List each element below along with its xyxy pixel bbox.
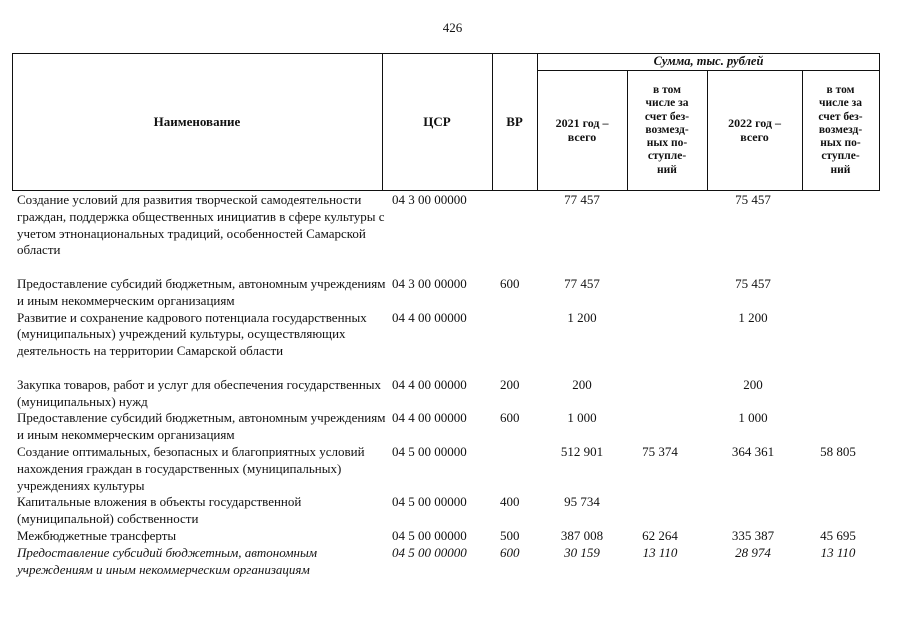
row-2021-free: 13 110 <box>642 544 678 560</box>
row-vr: 200 <box>500 376 520 392</box>
row-csr: 04 4 00 00000 <box>392 376 467 392</box>
row-name: Межбюджетные трансферты <box>17 527 177 543</box>
row-2021-total: 1 200 <box>567 309 597 325</box>
row-2021-total: 30 159 <box>564 544 600 560</box>
row-csr: 04 4 00 00000 <box>392 410 467 426</box>
row-csr: 04 3 00 00000 <box>392 276 467 291</box>
row-csr: 04 5 00 00000 <box>392 443 467 459</box>
table-row <box>0 444 905 494</box>
row-vr: 600 <box>500 276 520 291</box>
row-2022-total: 364 361 <box>731 443 775 459</box>
table-row <box>0 276 905 310</box>
row-vr: 500 <box>500 527 520 543</box>
header-name: Наименование <box>153 114 241 130</box>
row-name: Создание условий для развития творческой самодеятельности граждан, поддержка общественных инициатив в сфере культуры с учетом этнонациональных традиций, особенностей Самарской области <box>17 192 385 258</box>
row-name: Закупка товаров, работ и услуг для обеспечения государственных (муниципальных) нужд <box>17 376 382 409</box>
row-csr: 04 4 00 00000 <box>392 309 467 325</box>
header-vr: ВР <box>506 114 523 130</box>
row-2022-free: 58 805 <box>820 443 856 459</box>
header-2021-free: в том числе за счет без- возмезд- ных по- ступле- ний <box>644 83 690 176</box>
header-2022-free: в том числе за счет без- возмезд- ных по- ступле- ний <box>818 83 863 176</box>
row-csr: 04 5 00 00000 <box>392 494 467 510</box>
row-name: Капитальные вложения в объекты государственной (муниципальной) собственности <box>17 494 302 527</box>
row-name: Создание оптимальных, безопасных и благоприятных условий нахождения граждан в государственных (муниципальных) учреждениях культуры <box>17 443 365 493</box>
header-sum-caption: Сумма, тыс. рублей <box>653 54 764 68</box>
row-vr: 600 <box>500 410 520 426</box>
row-csr: 04 5 00 00000 <box>392 544 467 560</box>
row-2021-total: 512 901 <box>560 443 604 459</box>
row-2021-total: 200 <box>572 376 592 392</box>
row-2021-total: 77 457 <box>564 276 600 291</box>
header-2022-total: 2022 год – всего <box>728 116 781 144</box>
border-right <box>879 53 880 191</box>
row-name: Предоставление субсидий бюджетным, автономным учреждениям и иным некоммерческим организациям <box>17 410 386 443</box>
row-csr: 04 3 00 00000 <box>392 192 467 207</box>
row-2022-total: 75 457 <box>735 192 771 207</box>
row-2021-free: 75 374 <box>642 443 678 459</box>
row-2021-total: 95 734 <box>564 494 600 510</box>
row-2022-free: 13 110 <box>820 544 856 560</box>
row-2021-free: 62 264 <box>642 527 678 543</box>
table-row <box>0 192 905 276</box>
row-vr: 400 <box>500 494 520 510</box>
page-number: 426 <box>442 20 463 35</box>
row-2021-total: 387 008 <box>560 527 604 543</box>
table-row <box>0 545 905 579</box>
table-row <box>0 410 905 444</box>
table-row <box>0 528 905 545</box>
table-body <box>0 192 905 578</box>
row-2022-free: 45 695 <box>820 527 856 543</box>
header-csr: ЦСР <box>423 114 451 130</box>
row-2022-total: 1 200 <box>738 309 768 325</box>
table-row <box>0 494 905 528</box>
table-header <box>12 53 880 191</box>
row-2022-total: 200 <box>743 376 763 392</box>
row-vr: 600 <box>500 544 520 560</box>
row-csr: 04 5 00 00000 <box>392 527 467 543</box>
row-2022-total: 75 457 <box>735 276 771 291</box>
row-2021-total: 77 457 <box>564 192 600 207</box>
row-2022-total: 335 387 <box>731 527 775 543</box>
row-2021-total: 1 000 <box>567 410 597 426</box>
header-2021-total: 2021 год – всего <box>555 116 609 144</box>
row-name: Предоставление субсидий бюджетным, автономным учреждениям и иным некоммерческим организациям <box>17 544 318 577</box>
table-row <box>0 377 905 411</box>
row-name: Предоставление субсидий бюджетным, автономным учреждениям и иным некоммерческим организациям <box>17 276 386 308</box>
row-name: Развитие и сохранение кадрового потенциала государственных (муниципальных) учреждений культуры, осуществляющих деятельность на территории Самарской области <box>17 309 367 359</box>
table-row <box>0 310 905 377</box>
row-2022-total: 1 000 <box>738 410 768 426</box>
row-2022-total: 28 974 <box>735 544 771 560</box>
